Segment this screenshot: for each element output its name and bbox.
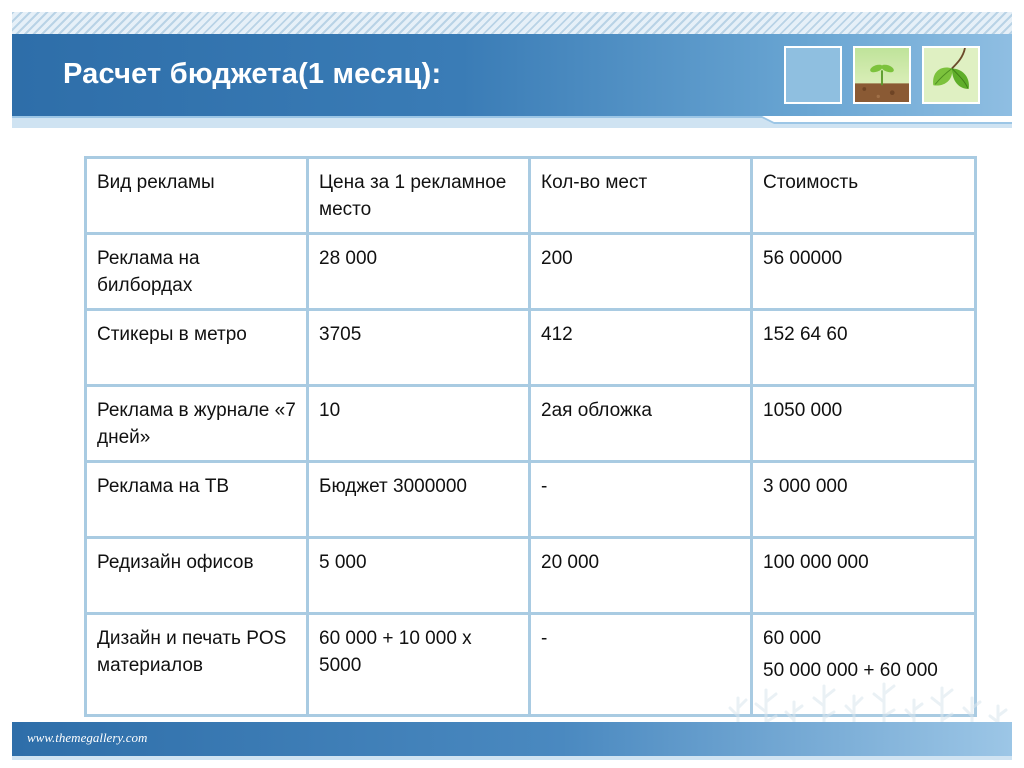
budget-table	[84, 156, 977, 717]
footer-url: www.themegallery.com	[27, 730, 148, 745]
sprout-thumbnail	[853, 46, 911, 104]
table-cell: 20 000	[530, 538, 752, 614]
header-cell-price: Цена за 1 рекламное место	[308, 158, 530, 234]
table-cell: 60 000 + 10 000 х 5000	[308, 614, 530, 716]
sky-thumbnail	[784, 46, 842, 104]
table-cell: Дизайн и печать POS материалов	[86, 614, 308, 716]
table-cell: Реклама на билбордах	[86, 234, 308, 310]
cost-line: 50 000 000 + 60 000	[763, 660, 938, 681]
table-cell: -	[530, 614, 752, 716]
table-cell: Реклама в журнале «7 дней»	[86, 386, 308, 462]
table-cell: Стикеры в метро	[86, 310, 308, 386]
table-cell: Редизайн офисов	[86, 538, 308, 614]
footer-stripe	[12, 756, 1012, 760]
table-cell: -	[530, 462, 752, 538]
table-cell: 3 000 000	[752, 462, 976, 538]
table-cell: 152 64 60	[752, 310, 976, 386]
leaf-thumbnail	[922, 46, 980, 104]
table-cell: 3705	[308, 310, 530, 386]
header-underline	[12, 116, 1012, 128]
table-cell: 56 00000	[752, 234, 976, 310]
table-cell: 2ая обложка	[530, 386, 752, 462]
table-row	[86, 462, 976, 538]
table-cell: Реклама на ТВ	[86, 462, 308, 538]
table-header-row	[86, 158, 976, 234]
cost-line: 60 000	[763, 628, 822, 649]
table-cell: 100 000 000	[752, 538, 976, 614]
table-row	[86, 310, 976, 386]
table-cell: Бюджет 3000000	[308, 462, 530, 538]
footer-band	[12, 722, 1012, 756]
table-cell: 412	[530, 310, 752, 386]
table-cell: 28 000	[308, 234, 530, 310]
table-cell: 5 000	[308, 538, 530, 614]
table-cell: 1050 000	[752, 386, 976, 462]
table-cell: 200	[530, 234, 752, 310]
header-cell-ad-type: Вид рекламы	[86, 158, 308, 234]
page-title: Расчет бюджета(1 месяц):	[63, 58, 442, 90]
header-pattern-strip	[12, 12, 1012, 34]
table-cell: 10	[308, 386, 530, 462]
header-cell-quantity: Кол-во мест	[530, 158, 752, 234]
header-cell-cost: Стоимость	[752, 158, 976, 234]
table-row	[86, 234, 976, 310]
table-row	[86, 386, 976, 462]
table-row	[86, 538, 976, 614]
